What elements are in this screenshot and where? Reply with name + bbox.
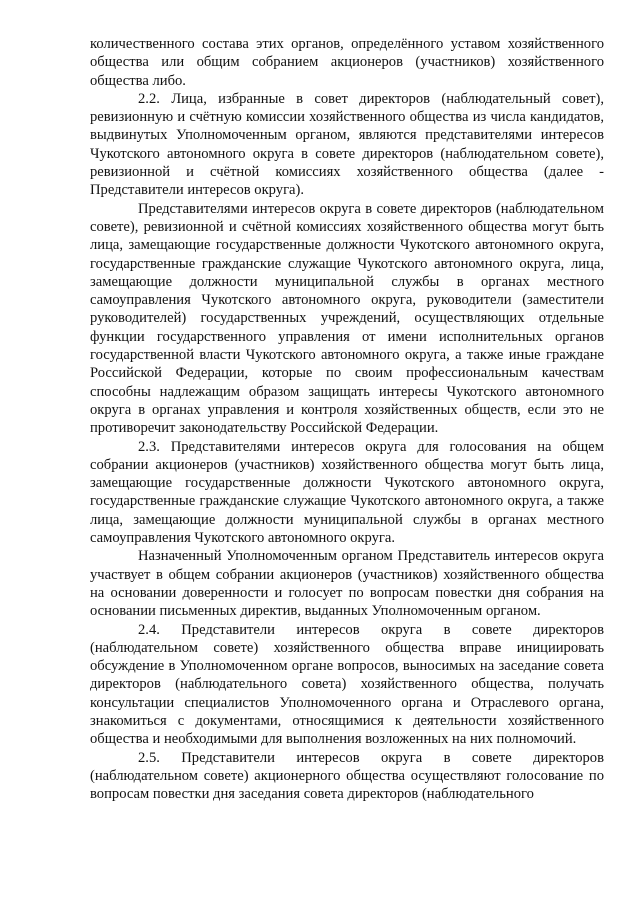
document-page [90,35,604,803]
paragraph-clause-2-5: 2.5. Представители интересов округа в совете директоров (наблюдательном совете) акционерного общества осуществляют голосование по вопросам повестки дня заседания совета директоров (наблюдательного [90,749,604,803]
paragraph-clause-2-3: 2.3. Представителями интересов округа для голосования на общем собрании акционеров (участников) хозяйственного общества могут быть лица, замещающие государственные должности Чукотского автономного округа, государственные гражданские служащие Чукотского автономного округа, а также лица, замещающие должности муниципальной службы в органах местного самоуправления Чукотского автономного округа. [90,438,604,547]
paragraph-representatives-board: Представителями интересов округа в совете директоров (наблюдательном совете), ревизионной и счётной комиссиях хозяйственного общества могут быть лица, замещающие государственные должности Чукотского автономного округа, государственные гражданские служащие Чукотского автономного округа, лица, замещающие должности муниципальной службы в органах местного самоуправления Чукотского автономного округа, руководители (заместители руководителей) государственных учреждений, осуществляющих отдельные функции государственного управления от имени исполнительных органов государственной власти Чукотского автономного округа, а также иные граждане Российской Федерации, которые по своим профессиональным качествам способны надлежащим образом защищать интересы Чукотского автономного округа в органах управления и контроля хозяйственных обществ, если это не противоречит законодательству Российской Федерации. [90,200,604,437]
paragraph-continuation: количественного состава этих органов, определённого уставом хозяйственного общества или общим собранием акционеров (участников) хозяйственного общества либо. [90,36,604,89]
paragraph-appointed-representative: Назначенный Уполномоченным органом Представитель интересов округа участвует в общем собрании акционеров (участников) хозяйственного общества на основании доверенности и голосует по вопросам повестки дня собрания на основании письменных директив, выданных Уполномоченным органом. [90,548,604,620]
paragraph-clause-2-4: 2.4. Представители интересов округа в совете директоров (наблюдательном совете) хозяйственного общества вправе инициировать обсуждение в Уполномоченном органе вопросов, выносимых на заседание совета директоров (наблюдательного совета) хозяйственного общества, получать консультации специалистов Уполномоченного органа и Отраслевого органа, знакомиться с документами, относящимися к деятельности хозяйственного общества и необходимыми для выполнения возложенных на них полномочий. [90,621,604,748]
paragraph-clause-2-2: 2.2. Лица, избранные в совет директоров (наблюдательный совет), ревизионную и счётную комиссии хозяйственного общества из числа кандидатов, выдвинутых Уполномоченным органом, являются представителями интересов Чукотского автономного округа в совете директоров (наблюдательном совете), ревизионной и счётной комиссиях хозяйственного общества (далее - Представители интересов округа). [90,90,604,199]
